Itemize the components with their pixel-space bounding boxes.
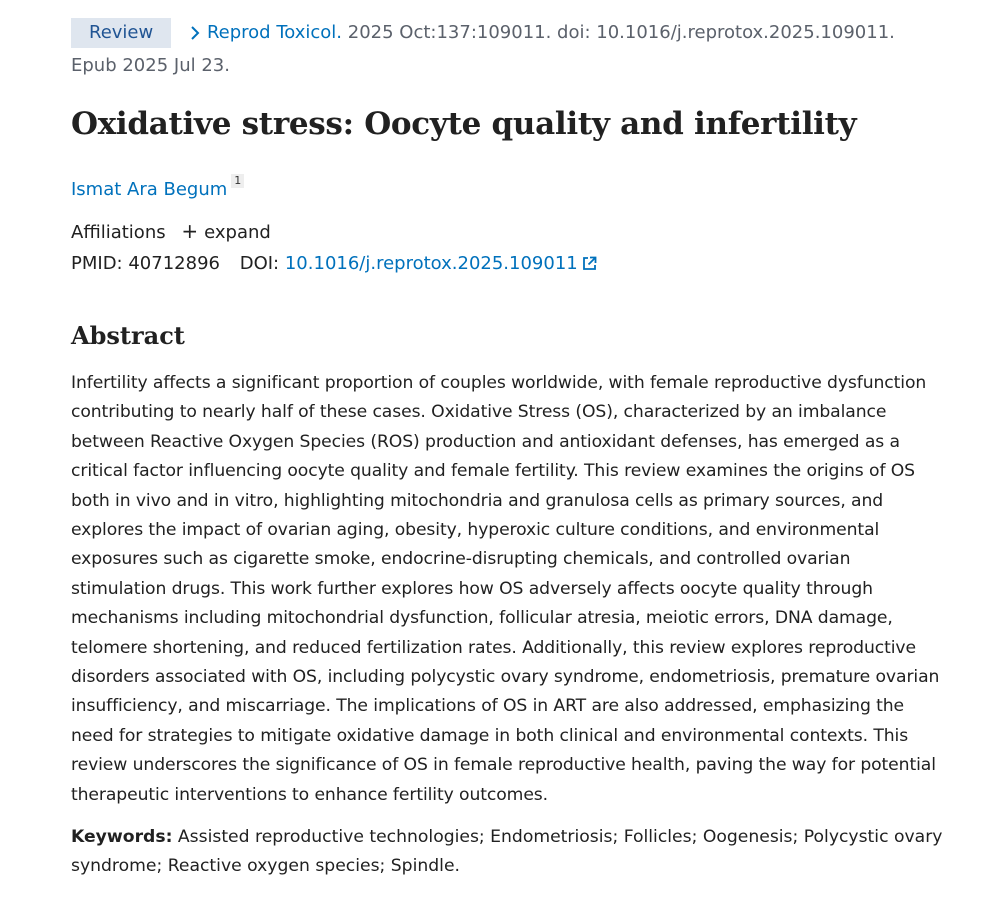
chevron-right-icon <box>189 21 201 51</box>
author-list <box>71 174 244 202</box>
affiliations-label: Affiliations <box>71 222 166 243</box>
identifiers-row <box>71 252 597 278</box>
review-badge: Review <box>71 18 171 48</box>
citation-line <box>71 18 971 81</box>
author-link[interactable]: Ismat Ara Begum <box>71 179 228 200</box>
pmid-label: PMID: <box>71 253 123 274</box>
affiliation-number[interactable]: 1 <box>231 174 244 188</box>
citation-details: 2025 Oct:137:109011. doi: 10.1016/j.reprotox.2025.109011. <box>347 22 895 43</box>
doi-label: DOI: <box>239 253 280 274</box>
pmid-value: 40712896 <box>128 253 220 274</box>
doi-link[interactable] <box>285 253 597 274</box>
external-link-icon <box>582 254 597 278</box>
journal-link[interactable]: Reprod Toxicol. <box>206 22 343 43</box>
keywords-label: Keywords: <box>71 827 173 847</box>
plus-icon: + <box>181 219 199 243</box>
affiliations-row <box>71 219 271 245</box>
article-title: Oxidative stress: Oocyte quality and infertility <box>71 106 857 142</box>
abstract-text: Infertility affects a significant proportion of couples worldwide, with female reproductive dysfunction contributing to nearly half of these cases. Oxidative Stress (OS), characterized by an imbalance between Reactive Oxygen Species (ROS) production and antioxidant defenses, has emerged as a critical factor influencing oocyte quality and female fertility. This review examines the origins of OS both in vivo and in vitro, highlighting mitochondria and granulosa cells as primary sources, and explores the impact of ovarian aging, obesity, hyperoxic culture conditions, and environmental exposures such as cigarette smoke, endocrine-disrupting chemicals, and controlled ovarian stimulation drugs. This work further explores how OS adversely affects oocyte quality through mechanisms including mitochondrial dysfunction, follicular atresia, meiotic errors, DNA damage, telomere shortening, and reduced fertilization rates. Additionally, this review explores reproductive disorders associated with OS, including polycystic ovary syndrome, endometriosis, premature ovarian insufficiency, and miscarriage. The implications of OS in ART are also addressed, emphasizing the need for strategies to mitigate oxidative damage in both clinical and environmental contexts. This review underscores the significance of OS in female reproductive health, paving the way for potential therapeutic interventions to enhance fertility outcomes. <box>71 373 940 805</box>
epub-date: Epub 2025 Jul 23. <box>71 55 230 76</box>
keywords <box>71 823 947 882</box>
abstract-heading: Abstract <box>71 321 185 350</box>
keywords-text: Assisted reproductive technologies; Endometriosis; Follicles; Oogenesis; Polycystic ovary syndrome; Reactive oxygen species; Spindle. <box>71 827 943 877</box>
doi-value: 10.1016/j.reprotox.2025.109011 <box>284 253 578 274</box>
expand-label: expand <box>204 222 271 243</box>
expand-affiliations-button[interactable] <box>181 219 271 243</box>
